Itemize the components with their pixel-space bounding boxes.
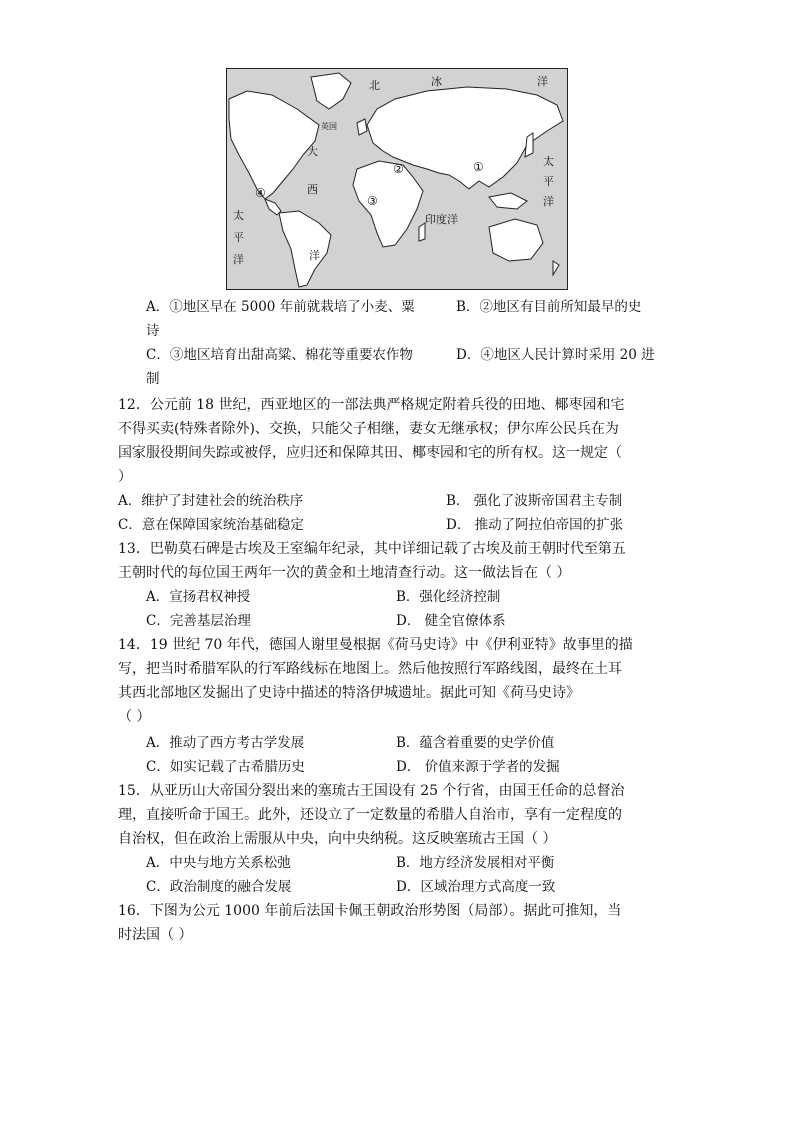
q14-stem-line1: 14．19 世纪 70 年代，德国人谢里曼根据《荷马史诗》中《伊利亚特》故事里的描 <box>118 637 633 653</box>
q13-stem-line2: 王朝时代的每位国王两年一次的黄金和土地清查行动。这一做法旨在（ ） <box>118 565 571 581</box>
q11-option-c: C．③地区培育出甜高粱、棉花等重要农作物 <box>146 347 413 363</box>
q11-option-b-line2: 诗 <box>146 323 160 339</box>
map-label-indian: 印度洋 <box>425 213 458 226</box>
q12-option-c: C．意在保障国家统治基础稳定 <box>118 517 304 533</box>
q15-option-c: C．政治制度的融合发展 <box>146 879 292 895</box>
q13-option-c: C．完善基层治理 <box>146 613 251 629</box>
q16-stem-line2: 时法国（ ） <box>118 927 193 943</box>
map-label-britain: 英国 <box>321 122 337 131</box>
q12-stem-line4: ） <box>118 469 132 485</box>
q14-option-b: B．蕴含着重要的史学价值 <box>396 735 555 751</box>
q13-option-a: A．宣扬君权神授 <box>146 589 251 605</box>
q12-stem-line3: 国家服役期间失踪或被俘，应归还和保障其田、椰枣园和宅的所有权。这一规定（ <box>118 445 622 461</box>
q12-option-b: B． 强化了波斯帝国君主专制 <box>446 493 623 509</box>
world-map-figure <box>226 68 568 290</box>
q12-option-d: D． 推动了阿拉伯帝国的扩张 <box>446 517 624 533</box>
q11-option-d-line1: D．④地区人民计算时采用 20 进 <box>456 347 655 363</box>
q14-stem-line4: （ ） <box>118 709 151 725</box>
world-map-svg <box>227 69 567 289</box>
map-label-pacific-r1: 太 <box>543 155 554 168</box>
map-label-pacific-l1: 太 <box>233 209 244 222</box>
q11-option-a: A．①地区早在 5000 年前就栽培了小麦、粟 <box>146 299 415 315</box>
map-marker-3: ③ <box>367 194 378 208</box>
map-label-atlantic-1: 大 <box>307 145 318 158</box>
map-marker-4: ④ <box>255 186 266 200</box>
q15-stem-line3: 自治权，但在政治上需服从中央，向中央纳税。这反映塞琉古王国（ ） <box>118 831 557 847</box>
map-label-pacific-l3: 洋 <box>233 253 244 266</box>
map-label-ocean-top: 洋 <box>537 75 548 88</box>
q14-stem-line3: 其西北部地区发掘出了史诗中描述的特洛伊城遗址。据此可知《荷马史诗》 <box>118 685 580 701</box>
q14-stem-line2: 写，把当时希腊军队的行军路线标在地图上。然后他按照行军路线图，最终在土耳 <box>118 661 622 677</box>
q11-option-b-line1: B．②地区有目前所知最早的史 <box>456 299 642 315</box>
q14-option-d: D． 价值来源于学者的发掘 <box>396 759 560 775</box>
map-marker-1: ① <box>473 160 484 174</box>
q12-stem-line2: 不得买卖(特殊者除外)、交换，只能父子相继，妻女无继承权；伊尔库公民兵在为 <box>118 421 619 437</box>
q14-option-c: C．如实记载了古希腊历史 <box>146 759 305 775</box>
q13-option-d: D． 健全官僚体系 <box>396 613 506 629</box>
q15-stem-line2: 理，直接听命于国王。此外，还设立了一定数量的希腊人自治市，享有一定程度的 <box>118 807 622 823</box>
q12-stem-line1: 12．公元前 18 世纪，西亚地区的一部法典严格规定附着兵役的田地、椰枣园和宅 <box>118 397 625 413</box>
q11-option-d-line2: 制 <box>146 371 160 387</box>
q15-option-d: D．区域治理方式高度一致 <box>396 879 556 895</box>
q16-stem-line1: 16．下图为公元 1000 年前后法国卡佩王朝政治形势图（局部）。据此可推知，当 <box>118 903 622 919</box>
q14-option-a: A．推动了西方考古学发展 <box>146 735 305 751</box>
q13-stem-line1: 13．巴勒莫石碑是古埃及王室编年纪录，其中详细记载了古埃及前王朝时代至第五 <box>118 541 626 557</box>
map-label-ice: 冰 <box>431 75 442 88</box>
map-label-pacific-r2: 平 <box>543 175 554 188</box>
map-marker-2: ② <box>393 162 404 176</box>
map-label-atlantic-3: 洋 <box>309 249 320 262</box>
map-label-north: 北 <box>369 79 380 92</box>
q15-option-a: A．中央与地方关系松弛 <box>146 855 291 871</box>
map-label-pacific-r3: 洋 <box>543 195 554 208</box>
map-label-atlantic-2: 西 <box>307 183 318 196</box>
map-label-pacific-l2: 平 <box>233 231 244 244</box>
q12-option-a: A．维护了封建社会的统治秩序 <box>118 493 304 509</box>
q13-option-b: B．强化经济控制 <box>396 589 501 605</box>
q15-option-b: B．地方经济发展相对平衡 <box>396 855 555 871</box>
q15-stem-line1: 15．从亚历山大帝国分裂出来的塞琉古王国设有 25 个行省，由国王任命的总督治 <box>118 783 625 799</box>
